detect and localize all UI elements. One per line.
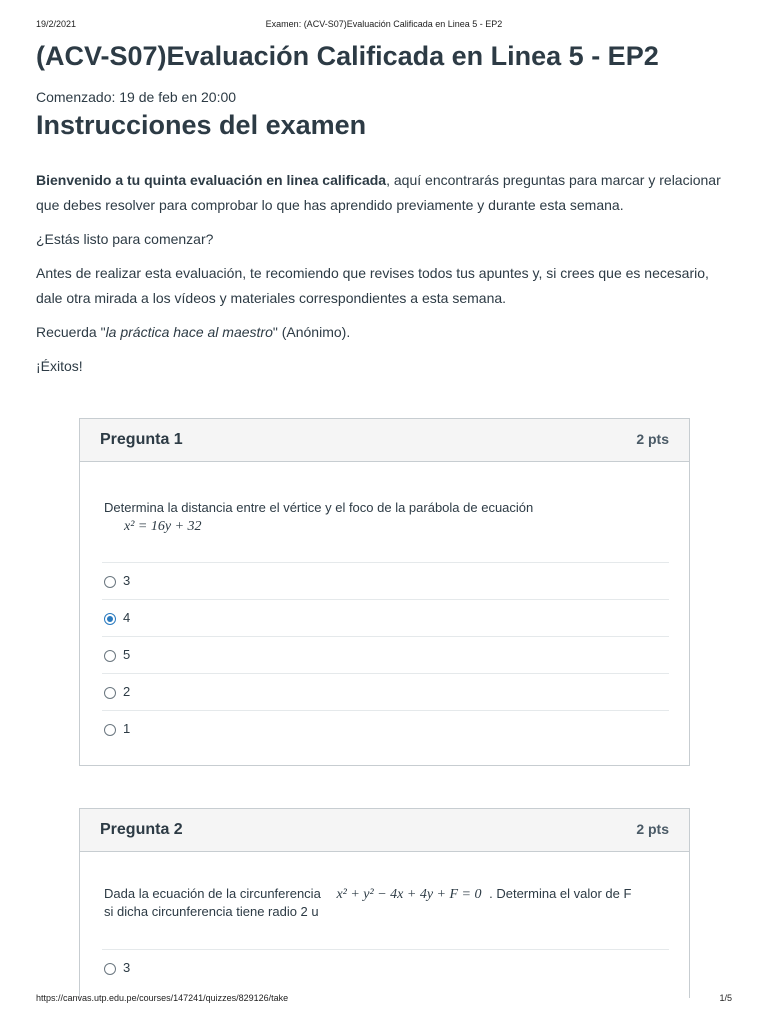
radio-button[interactable]: [104, 650, 116, 662]
quote-suffix: " (Anónimo).: [272, 324, 351, 340]
question-equation: [104, 517, 533, 535]
answer-option[interactable]: [102, 710, 669, 747]
instructions-body: [36, 168, 736, 388]
print-header: [36, 19, 732, 33]
question-text: [104, 499, 533, 535]
question-text: [104, 885, 674, 920]
question-text-after: . Determina el valor de F: [489, 886, 632, 901]
answer-option[interactable]: [102, 949, 669, 986]
question-header: [80, 419, 689, 462]
answer-label: 4: [123, 610, 131, 625]
answer-option[interactable]: [102, 673, 669, 710]
answer-label: 5: [123, 647, 131, 662]
closing-paragraph: ¡Éxitos!: [36, 358, 83, 374]
answer-label: 2: [123, 684, 131, 699]
radio-button[interactable]: [104, 963, 116, 975]
answer-option[interactable]: [102, 599, 669, 636]
question-statement: Determina la distancia entre el vértice y el foco de la parábola de ecuación: [104, 500, 534, 515]
page-title: (ACV-S07)Evaluación Calificada en Linea 5 - EP2: [36, 41, 659, 71]
started-time: Comenzado: 19 de feb en 20:00: [36, 89, 237, 105]
intro-rest: , aquí encontrarás preguntas para marcar y relacionar que debes resolver para comprobar lo que has aprendido previamente y durante esta semana.: [36, 172, 721, 213]
answer-label: 1: [123, 721, 131, 736]
radio-button-selected[interactable]: [104, 613, 116, 625]
radio-button[interactable]: [104, 687, 116, 699]
equation-text: x² = 16y + 32: [124, 519, 202, 534]
radio-button[interactable]: [104, 724, 116, 736]
advice-paragraph: Antes de realizar esta evaluación, te recomiendo que revises todos tus apuntes y, si crees que es necesario, dale otra mirada a los vídeos y materiales correspondientes a esta semana.: [36, 265, 709, 306]
quote-paragraph: [36, 320, 736, 345]
radio-button[interactable]: [104, 576, 116, 588]
equation-text: x² + y² − 4x + 4y + F = 0: [336, 887, 482, 902]
answer-label: 3: [123, 960, 131, 975]
footer-page-number: 1/5: [719, 993, 732, 1003]
answer-label: 3: [123, 573, 131, 588]
question-points: 2 pts: [636, 821, 669, 837]
question-name: Pregunta 1: [100, 431, 183, 448]
question-line-1: [104, 885, 674, 903]
intro-paragraph: [36, 168, 736, 218]
quote-prefix: Recuerda ": [36, 324, 106, 340]
quote-text: la práctica hace al maestro: [105, 324, 273, 340]
print-date: 19/2/2021: [36, 19, 77, 29]
intro-bold: Bienvenido a tu quinta evaluación en linea calificada: [36, 172, 387, 188]
question-1: [79, 418, 690, 766]
answer-option[interactable]: [102, 636, 669, 673]
answer-option[interactable]: [102, 562, 669, 599]
question-text-before: Dada la ecuación de la circunferencia: [104, 886, 321, 901]
footer-url: https://canvas.utp.edu.pe/courses/147241/quizzes/829126/take: [36, 993, 289, 1003]
print-title: Examen: (ACV-S07)Evaluación Calificada en Linea 5 - EP2: [265, 19, 503, 29]
question-header: [80, 809, 689, 852]
instructions-title: Instrucciones del examen: [36, 110, 367, 140]
question-line-2: si dicha circunferencia tiene radio 2 u: [104, 904, 319, 919]
question-2: [79, 808, 690, 998]
question-points: 2 pts: [636, 431, 669, 447]
question-name: Pregunta 2: [100, 821, 183, 838]
ready-paragraph: ¿Estás listo para comenzar?: [36, 231, 214, 247]
